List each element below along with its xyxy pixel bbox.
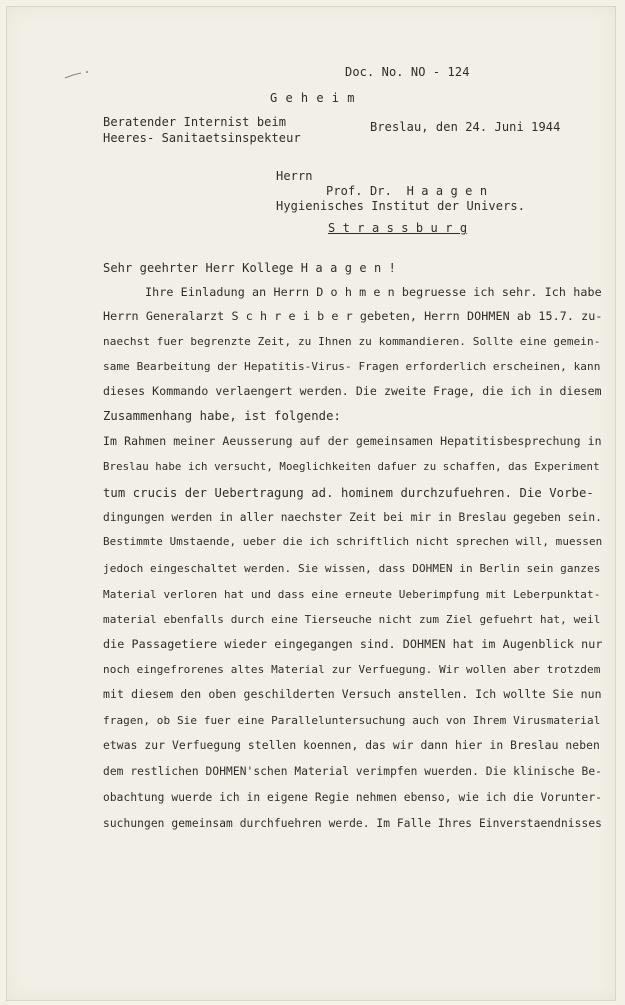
body-line: obachtung wuerde ich in eigene Regie nehmen ebenso, wie ich die Vorunter-: [103, 791, 602, 804]
body-line: fragen, ob Sie fuer eine Paralleluntersuchung auch von Ihrem Virusmaterial: [103, 714, 601, 727]
body-line: noch eingefrorenes altes Material zur Verfuegung. Wir wollen aber trotzdem: [103, 663, 601, 676]
body-line: Material verloren hat und dass eine erneute Ueberimpfung mit Leberpunktat-: [103, 588, 601, 601]
body-line: Ihre Einladung an Herrn D o h m e n begruesse ich sehr. Ich habe: [145, 285, 602, 299]
body-line: Im Rahmen meiner Aeusserung auf der gemeinsamen Hepatitisbesprechung in: [103, 434, 602, 448]
body-line: Bestimmte Umstaende, ueber die ich schriftlich nicht sprechen will, muessen: [103, 535, 603, 548]
sender-line-2: Heeres- Sanitaetsinspekteur: [103, 131, 301, 145]
addressee-city: S t r a s s b u r g: [328, 221, 468, 235]
body-line: tum crucis der Uebertragung ad. hominem durchzufuehren. Die Vorbe-: [103, 486, 594, 500]
body-line: jedoch eingeschaltet werden. Sie wissen, dass DOHMEN in Berlin sein ganzes: [103, 562, 601, 575]
body-line: mit diesem den oben geschilderten Versuch anstellen. Ich wollte Sie nun: [103, 687, 602, 701]
body-line: Zusammenhang habe, ist folgende:: [103, 409, 341, 423]
greeting: Sehr geehrter Herr Kollege H a a g e n !: [103, 261, 396, 275]
body-line: naechst fuer begrenzte Zeit, zu Ihnen zu kommandieren. Sollte eine gemein-: [103, 335, 601, 348]
body-line: material ebenfalls durch eine Tierseuche nicht zum Ziel gefuehrt hat, weil: [103, 613, 601, 626]
body-line: same Bearbeitung der Hepatitis-Virus- Fragen erforderlich erscheinen, kann: [103, 360, 601, 373]
body-line: Herrn Generalarzt S c h r e i b e r gebeten, Herrn DOHMEN ab 15.7. zu-: [103, 309, 603, 323]
addressee-salutation: Herrn: [276, 169, 313, 183]
addressee-name: Prof. Dr. H a a g e n: [326, 184, 488, 198]
body-line: dingungen werden in aller naechster Zeit bei mir in Breslau gegeben sein.: [103, 511, 602, 524]
document-page: [6, 6, 616, 1001]
body-line: dem restlichen DOHMEN'schen Material verimpfen wuerden. Die klinische Be-: [103, 765, 602, 778]
body-line: suchungen gemeinsam durchfuehren werde. Im Falle Ihres Einverstaendnisses: [103, 817, 602, 830]
pencil-mark-icon: [63, 70, 91, 80]
place-date: Breslau, den 24. Juni 1944: [370, 120, 561, 134]
body-line: Breslau habe ich versucht, Moeglichkeiten dafuer zu schaffen, das Experiment: [103, 460, 600, 473]
body-line: die Passagetiere wieder eingegangen sind. DOHMEN hat im Augenblick nur: [103, 637, 603, 651]
sender-line-1: Beratender Internist beim: [103, 115, 287, 129]
body-line: etwas zur Verfuegung stellen koennen, das wir dann hier in Breslau neben: [103, 739, 600, 752]
doc-number: Doc. No. NO - 124: [345, 65, 470, 79]
classification-label: G e h e i m: [270, 91, 355, 105]
addressee-institution: Hygienisches Institut der Univers.: [276, 199, 526, 213]
body-line: dieses Kommando verlaengert werden. Die zweite Frage, die ich in diesem: [103, 384, 602, 398]
